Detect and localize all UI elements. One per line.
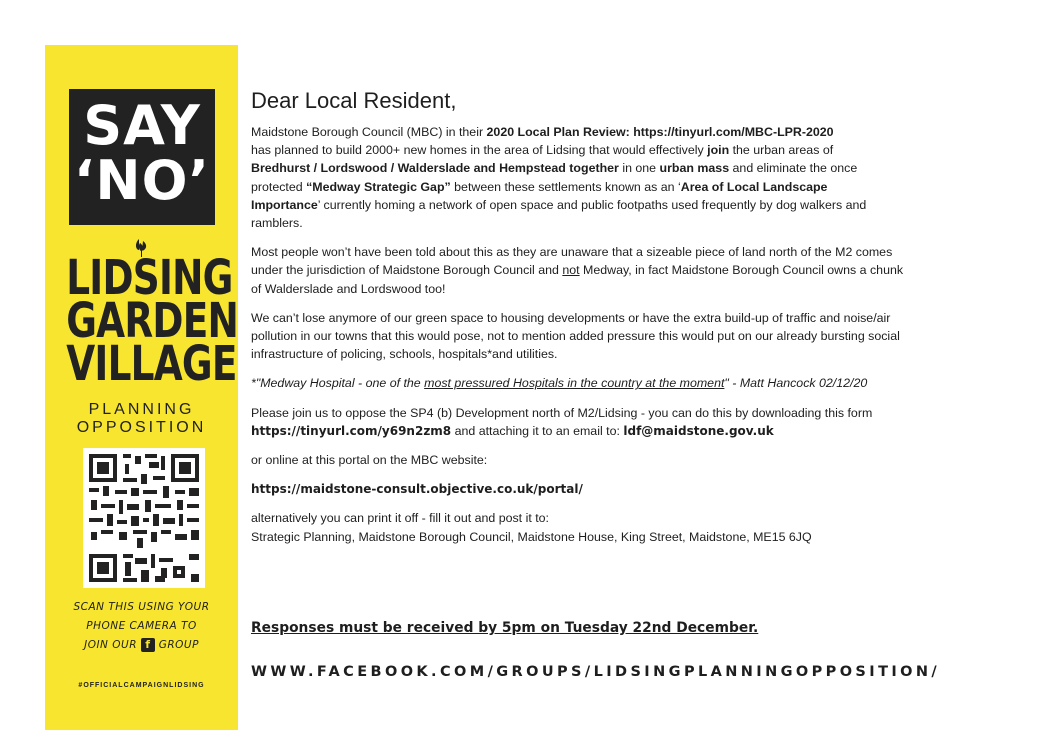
p3-text-a: We can’t lose anymore of our green space to housing developments or have the extra build-up of traffic and noise/air [251, 310, 891, 325]
say-text: SAY [83, 94, 201, 157]
p1-importance: Importance [251, 197, 318, 212]
p6-text-a: alternatively you can print it off - fill it out and post it to: [251, 511, 549, 526]
postal-address: Strategic Planning, Maidstone Borough Council, Maidstone House, King Street, Maidstone, ME15 6JQ [251, 529, 812, 544]
quote-text-a: *"Medway Hospital - one of the [251, 376, 425, 391]
p1-text-o: ’ currently homing a network of open space and public footpaths used frequently by dog walkers and [317, 197, 867, 212]
greeting-heading: Dear Local Resident, [251, 88, 457, 113]
p1-urban-mass: urban mass [659, 161, 730, 176]
planning-text: PLANNING [88, 401, 195, 418]
quote-text-c: " - Matt Hancock 02/12/20 [724, 376, 868, 391]
brand-lidsing: LIDSING [66, 250, 233, 306]
say-no-box [69, 89, 215, 225]
qr-code[interactable] [83, 448, 205, 588]
brand-village: VILLAGE [66, 336, 237, 392]
portal-paragraph [251, 480, 991, 498]
paragraph-join-us [251, 404, 991, 440]
brand-garden: GARDEN [66, 293, 239, 349]
paragraph-post [251, 509, 991, 545]
p2-text-a: Most people won’t have been told about this as they are unaware that a sizeable piece of land north of the M2 comes [251, 245, 893, 260]
scan-line-3 [45, 636, 238, 655]
scan-group-text: GROUP [158, 639, 199, 651]
hancock-quote [251, 374, 991, 392]
scan-line-2: PHONE CAMERA TO [86, 620, 197, 632]
facebook-group-url[interactable]: WWW.FACEBOOK.COM/GROUPS/LIDSINGPLANNINGOPPOSITION/ [251, 664, 941, 680]
p1-text-p: ramblers. [251, 216, 303, 231]
paragraph-local-plan [251, 123, 991, 232]
p2-text-b: under the jurisdiction of Maidstone Borough Council and [251, 263, 563, 278]
p1-text-c: has planned to build 2000+ new homes in the area of Lidsing that would effectively [251, 143, 708, 158]
p2-text-e: of Walderslade and Lordswood too! [251, 281, 446, 296]
p2-not: not [562, 263, 580, 278]
p1-text-j: protected [251, 179, 307, 194]
deadline-notice: Responses must be received by 5pm on Tuesday 22nd December. [251, 620, 759, 636]
p3-text-c: infrastructure of policing, schools, hospitals*and utilities. [251, 347, 558, 362]
p1-text-a: Maidstone Borough Council (MBC) in their [251, 125, 487, 139]
p1-areas: Bredhurst / Lordswood / Walderslade and Hempstead together [251, 161, 619, 176]
portal-link[interactable]: https://maidstone-consult.objective.co.uk/portal/ [251, 482, 583, 497]
p4-text-c: and attaching it to an email to: [451, 423, 624, 438]
p4-text-a: Please join us to oppose the SP4 (b) Development north of M2/Lidsing - you can do this by downloading this form [251, 405, 873, 420]
local-plan-link[interactable]: 2020 Local Plan Review: https://tinyurl.com/MBC-LPR-2020 [486, 125, 834, 139]
p1-text-e: the urban areas of [729, 143, 834, 158]
campaign-sidebar [45, 45, 238, 730]
p1-landscape: Area of Local Landscape [680, 179, 828, 194]
p2-text-d: Medway, in fact Maidstone Borough Council owns a chunk [579, 263, 904, 278]
scan-instructions [45, 598, 238, 655]
campaign-hashtag: #OFFICIALCAMPAIGNLIDSING [78, 682, 205, 689]
scan-line-1: SCAN THIS USING YOUR [73, 601, 210, 613]
p1-text-i: and eliminate the once [729, 161, 858, 176]
facebook-icon: f [141, 638, 155, 652]
quote-underlined: most pressured Hospitals in the country at the moment [424, 376, 725, 391]
paragraph-online: or online at this portal on the MBC website: [251, 453, 488, 468]
no-text: ‘NO’ [73, 149, 211, 212]
email-link[interactable]: ldf@maidstone.gov.uk [623, 423, 774, 438]
paragraph-green-space [251, 309, 991, 364]
p1-join: join [707, 143, 730, 158]
opposition-text: OPPOSITION [76, 419, 207, 436]
p3-text-b: pollution in our towns that this would pose, not to mention added pressure this would put on our already bursting social [251, 329, 900, 344]
p1-text-l: between these settlements known as an ‘ [450, 179, 681, 194]
p1-text-g: in one [618, 161, 660, 176]
form-link[interactable]: https://tinyurl.com/y69n2zm8 [251, 423, 452, 438]
p1-strategic-gap: “Medway Strategic Gap” [306, 179, 451, 194]
letter-body [251, 88, 991, 546]
scan-join-text: JOIN OUR [84, 639, 137, 651]
paragraph-jurisdiction [251, 243, 991, 298]
